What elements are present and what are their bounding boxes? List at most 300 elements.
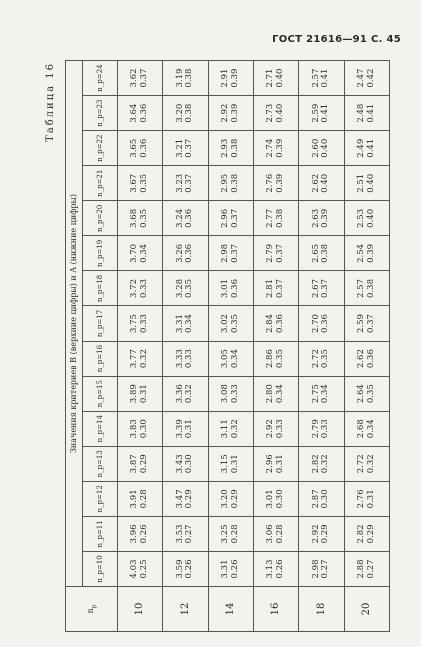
table-cell [208, 236, 253, 271]
criterion-a-value: 0.36 [139, 138, 150, 158]
criterion-b-value: 3.20 [174, 103, 185, 123]
table-cell [163, 446, 208, 481]
criterion-a-value: 0.41 [320, 103, 331, 123]
criterion-b-value: 3.87 [129, 454, 140, 474]
criterion-b-value: 2.59 [310, 103, 321, 123]
criterion-a-value: 0.29 [365, 524, 376, 544]
criterion-b-value: 3.11 [220, 419, 231, 439]
criterion-b-value: 2.92 [220, 103, 231, 123]
criterion-b-value: 3.28 [174, 279, 185, 298]
criterion-b-value: 3.96 [129, 524, 140, 544]
criterion-a-value: 0.30 [275, 489, 286, 509]
criterion-a-value: 0.36 [184, 243, 195, 263]
table-cell [299, 411, 344, 446]
criterion-b-value: 3.01 [220, 279, 231, 298]
table-cell [208, 446, 253, 481]
criterion-a-value: 0.31 [365, 489, 376, 509]
table-cell [344, 376, 389, 411]
column-header: n_p=16 [83, 341, 118, 376]
criterion-a-value: 0.31 [275, 454, 286, 474]
row-label: 14 [208, 587, 253, 632]
criterion-a-value: 0.31 [184, 419, 195, 439]
criterion-b-value: 2.72 [310, 349, 321, 369]
table-cell [299, 236, 344, 271]
criterion-a-value: 0.26 [229, 559, 240, 579]
table-cell [208, 341, 253, 376]
rotated-table-block [45, 60, 390, 632]
criterion-a-value: 0.35 [184, 279, 195, 298]
criterion-b-value: 2.73 [265, 103, 276, 123]
criterion-b-value: 2.96 [220, 208, 231, 228]
criterion-a-value: 0.27 [365, 559, 376, 579]
criterion-a-value: 0.37 [365, 314, 376, 333]
column-header: n_p=19 [83, 236, 118, 271]
criterion-b-value: 2.86 [265, 349, 276, 369]
table-cell [118, 201, 163, 236]
table-cell [163, 551, 208, 586]
criterion-b-value: 2.53 [356, 208, 367, 228]
table-cell [299, 551, 344, 586]
criterion-b-value: 2.65 [310, 243, 321, 263]
table-cell [118, 306, 163, 341]
criterion-b-value: 2.75 [310, 384, 321, 404]
table-cell [208, 96, 253, 131]
table-cell [299, 376, 344, 411]
table-cell [344, 411, 389, 446]
table-cell [344, 131, 389, 166]
table-cell [344, 516, 389, 551]
criterion-b-value: 3.91 [129, 489, 140, 509]
table-cell [118, 61, 163, 96]
row-label: 20 [344, 587, 389, 632]
criterion-b-value: 2.79 [265, 243, 276, 263]
criterion-a-value: 0.29 [184, 489, 195, 509]
criterion-a-value: 0.29 [320, 524, 331, 544]
table-cell [118, 376, 163, 411]
table-row [118, 61, 163, 632]
table-cell [253, 166, 298, 201]
table-cell [253, 481, 298, 516]
table-cell [253, 341, 298, 376]
criterion-a-value: 0.28 [139, 489, 150, 509]
table-cell [299, 271, 344, 306]
table-cell [118, 236, 163, 271]
column-header: n_p=24 [83, 61, 118, 96]
criterion-a-value: 0.29 [229, 489, 240, 509]
criterion-a-value: 0.38 [229, 138, 240, 158]
criterion-a-value: 0.38 [275, 208, 286, 228]
criterion-b-value: 3.24 [174, 208, 185, 228]
criterion-b-value: 2.68 [356, 419, 367, 439]
table-cell [208, 481, 253, 516]
criterion-b-value: 3.43 [174, 454, 185, 474]
criterion-a-value: 0.38 [365, 279, 376, 298]
criterion-a-value: 0.39 [229, 103, 240, 123]
column-header: n_p=10 [83, 551, 118, 586]
table-cell [118, 551, 163, 586]
table-cell [344, 201, 389, 236]
criterion-a-value: 0.37 [275, 243, 286, 263]
table-cell [118, 481, 163, 516]
criterion-b-value: 2.59 [356, 314, 367, 333]
table-cell [208, 516, 253, 551]
criterion-b-value: 2.57 [310, 68, 321, 88]
column-header: n_p=20 [83, 201, 118, 236]
criterion-b-value: 3.25 [220, 524, 231, 544]
criterion-b-value: 2.87 [310, 489, 321, 509]
table-cell [344, 341, 389, 376]
criterion-a-value: 0.34 [320, 384, 331, 404]
table-cell [253, 446, 298, 481]
criterion-a-value: 0.27 [320, 559, 331, 579]
table-cell [253, 131, 298, 166]
table-label: Таблица 16 [45, 62, 56, 142]
criterion-a-value: 0.41 [365, 103, 376, 123]
table-cell [344, 236, 389, 271]
column-header: n_p=14 [83, 411, 118, 446]
table-cell [208, 411, 253, 446]
criterion-b-value: 3.15 [220, 454, 231, 474]
criterion-a-value: 0.35 [139, 173, 150, 193]
criterion-b-value: 3.19 [174, 68, 185, 88]
criterion-b-value: 3.83 [129, 419, 140, 439]
criterion-b-value: 2.77 [265, 208, 276, 228]
table-row [344, 61, 389, 632]
criterion-b-value: 2.88 [356, 559, 367, 579]
criterion-a-value: 0.37 [184, 173, 195, 193]
criterion-b-value: 3.47 [174, 489, 185, 509]
table-cell [118, 516, 163, 551]
criterion-b-value: 3.20 [220, 489, 231, 509]
table-row [299, 61, 344, 632]
criterion-b-value: 2.80 [265, 384, 276, 404]
criterion-b-value: 2.98 [220, 243, 231, 263]
table-cell [163, 481, 208, 516]
criterion-b-value: 3.02 [220, 314, 231, 333]
criterion-b-value: 2.81 [265, 279, 276, 298]
table-cell [253, 516, 298, 551]
criterion-a-value: 0.35 [229, 314, 240, 333]
row-header-text: n [85, 608, 95, 614]
criterion-a-value: 0.38 [184, 68, 195, 88]
criterion-a-value: 0.33 [139, 279, 150, 298]
row-label: 18 [299, 587, 344, 632]
criterion-a-value: 0.34 [275, 384, 286, 404]
criterion-a-value: 0.26 [275, 559, 286, 579]
criterion-b-value: 2.63 [310, 208, 321, 228]
table-cell [344, 551, 389, 586]
column-header: n_p=18 [83, 271, 118, 306]
criterion-a-value: 0.40 [320, 173, 331, 193]
criterion-b-value: 3.26 [174, 243, 185, 263]
criterion-b-value: 3.31 [220, 559, 231, 579]
row-label: 16 [253, 587, 298, 632]
criterion-b-value: 2.51 [356, 173, 367, 193]
criterion-a-value: 0.28 [275, 524, 286, 544]
table-cell [344, 306, 389, 341]
criterion-a-value: 0.32 [184, 384, 195, 404]
table-cell [208, 271, 253, 306]
table-cell [299, 446, 344, 481]
table-cell [208, 201, 253, 236]
criterion-a-value: 0.40 [365, 173, 376, 193]
table-cell [163, 341, 208, 376]
criterion-b-value: 2.76 [356, 489, 367, 509]
table-cell [299, 481, 344, 516]
criterion-b-value: 2.79 [310, 419, 321, 439]
criterion-a-value: 0.27 [184, 524, 195, 544]
table-cell [163, 236, 208, 271]
table-cell [163, 201, 208, 236]
criterion-a-value: 0.28 [229, 524, 240, 544]
criterion-a-value: 0.32 [139, 349, 150, 369]
criterion-b-value: 3.13 [265, 559, 276, 579]
criterion-a-value: 0.37 [184, 138, 195, 158]
table-cell [299, 516, 344, 551]
criterion-b-value: 2.48 [356, 103, 367, 123]
table-cell [299, 131, 344, 166]
criterion-b-value: 2.93 [220, 138, 231, 158]
table-cell [163, 61, 208, 96]
criterion-a-value: 0.39 [275, 173, 286, 193]
table-cell [118, 96, 163, 131]
criterion-b-value: 2.60 [310, 138, 321, 158]
criterion-b-value: 3.65 [129, 138, 140, 158]
criterion-a-value: 0.40 [365, 208, 376, 228]
criterion-a-value: 0.39 [320, 208, 331, 228]
table-cell [253, 61, 298, 96]
column-header: n_p=13 [83, 446, 118, 481]
criterion-a-value: 0.30 [184, 454, 195, 474]
table-caption: Значения критериев B (верхние цифры) и A (нижние цифры) [66, 61, 83, 587]
column-header: n_p=11 [83, 516, 118, 551]
criterion-a-value: 0.31 [229, 454, 240, 474]
table-cell [253, 411, 298, 446]
criterion-b-value: 3.89 [129, 384, 140, 404]
criterion-a-value: 0.32 [365, 454, 376, 474]
criterion-a-value: 0.36 [320, 314, 331, 333]
criterion-b-value: 3.36 [174, 384, 185, 404]
row-label: 10 [118, 587, 163, 632]
criterion-a-value: 0.37 [229, 208, 240, 228]
table-cell [344, 446, 389, 481]
criterion-b-value: 3.39 [174, 419, 185, 439]
criterion-a-value: 0.34 [184, 314, 195, 333]
table-cell [344, 96, 389, 131]
criterion-b-value: 2.84 [265, 314, 276, 333]
table-cell [163, 96, 208, 131]
criterion-a-value: 0.38 [320, 243, 331, 263]
criterion-b-value: 2.82 [356, 524, 367, 544]
criterion-b-value: 2.74 [265, 138, 276, 158]
criterion-a-value: 0.36 [275, 314, 286, 333]
criterion-a-value: 0.40 [275, 103, 286, 123]
criterion-b-value: 3.72 [129, 279, 140, 298]
criterion-a-value: 0.34 [365, 419, 376, 439]
criterion-b-value: 2.62 [356, 349, 367, 369]
criterion-a-value: 0.38 [184, 103, 195, 123]
criterion-b-value: 2.67 [310, 279, 321, 298]
criterion-b-value: 2.98 [310, 559, 321, 579]
criterion-b-value: 2.95 [220, 173, 231, 193]
table-cell [118, 166, 163, 201]
table-row [208, 61, 253, 632]
criterion-b-value: 3.05 [220, 349, 231, 369]
row-header-sub: p [91, 604, 98, 609]
criterion-a-value: 0.33 [139, 314, 150, 333]
criterion-b-value: 3.53 [174, 524, 185, 544]
table-cell [208, 131, 253, 166]
criterion-b-value: 3.68 [129, 208, 140, 228]
column-header: n_p=15 [83, 376, 118, 411]
criterion-b-value: 3.77 [129, 349, 140, 369]
criterion-a-value: 0.37 [139, 68, 150, 88]
criterion-a-value: 0.29 [139, 454, 150, 474]
criterion-a-value: 0.34 [229, 349, 240, 369]
table-cell [163, 516, 208, 551]
criterion-b-value: 2.47 [356, 68, 367, 88]
criterion-b-value: 2.64 [356, 384, 367, 404]
table-cell [118, 411, 163, 446]
criterion-a-value: 0.33 [275, 419, 286, 439]
table-cell [163, 306, 208, 341]
criterion-a-value: 0.30 [139, 419, 150, 439]
criterion-b-value: 3.01 [265, 489, 276, 509]
table-cell [253, 551, 298, 586]
table-cell [118, 131, 163, 166]
criterion-a-value: 0.31 [139, 384, 150, 404]
criterion-b-value: 2.62 [310, 173, 321, 193]
criterion-b-value: 3.08 [220, 384, 231, 404]
criterion-a-value: 0.35 [275, 349, 286, 369]
column-header: n_p=21 [83, 166, 118, 201]
table-cell [208, 306, 253, 341]
criterion-b-value: 2.96 [265, 454, 276, 474]
table-cell [344, 271, 389, 306]
table-cell [163, 271, 208, 306]
criterion-a-value: 0.39 [229, 68, 240, 88]
criterion-a-value: 0.37 [229, 243, 240, 263]
table-cell [344, 166, 389, 201]
criterion-a-value: 0.39 [275, 138, 286, 158]
page-header: ГОСТ 21616—91 С. 45 [272, 34, 401, 45]
criterion-a-value: 0.35 [320, 349, 331, 369]
criterion-b-value: 2.54 [356, 243, 367, 263]
criterion-a-value: 0.38 [229, 173, 240, 193]
criterion-a-value: 0.26 [184, 559, 195, 579]
table-cell [253, 271, 298, 306]
table-cell [253, 376, 298, 411]
table-cell [118, 446, 163, 481]
criterion-b-value: 3.33 [174, 349, 185, 369]
criterion-b-value: 2.72 [356, 454, 367, 474]
table-cell [118, 271, 163, 306]
column-header: n_p=22 [83, 131, 118, 166]
criterion-b-value: 2.92 [310, 524, 321, 544]
criterion-a-value: 0.41 [365, 138, 376, 158]
criterion-a-value: 0.34 [139, 243, 150, 263]
table-cell [344, 61, 389, 96]
row-label: 12 [163, 587, 208, 632]
table-cell [253, 201, 298, 236]
table-cell [163, 131, 208, 166]
criterion-a-value: 0.36 [184, 208, 195, 228]
criterion-a-value: 0.36 [229, 279, 240, 298]
criterion-a-value: 0.33 [229, 384, 240, 404]
criterion-b-value: 3.67 [129, 173, 140, 193]
criterion-b-value: 2.57 [356, 279, 367, 298]
criterion-a-value: 0.39 [365, 243, 376, 263]
column-header: n_p=23 [83, 96, 118, 131]
criterion-a-value: 0.40 [275, 68, 286, 88]
table-cell [344, 481, 389, 516]
criterion-b-value: 3.70 [129, 243, 140, 263]
criterion-a-value: 0.42 [365, 68, 376, 88]
criterion-b-value: 3.21 [174, 138, 185, 158]
table-cell [163, 376, 208, 411]
criterion-b-value: 2.70 [310, 314, 321, 333]
criterion-b-value: 3.31 [174, 314, 185, 333]
criterion-a-value: 0.41 [320, 68, 331, 88]
criterion-a-value: 0.35 [139, 208, 150, 228]
criterion-b-value: 2.49 [356, 138, 367, 158]
table-cell [299, 201, 344, 236]
table-cell [163, 411, 208, 446]
table-cell [208, 61, 253, 96]
criterion-a-value: 0.32 [229, 419, 240, 439]
criterion-a-value: 0.30 [320, 489, 331, 509]
criterion-b-value: 2.76 [265, 173, 276, 193]
table-cell [253, 236, 298, 271]
criterion-b-value: 3.64 [129, 103, 140, 123]
criterion-a-value: 0.37 [275, 279, 286, 298]
table-row [253, 61, 298, 632]
criterion-a-value: 0.26 [139, 524, 150, 544]
criterion-b-value: 4.03 [129, 559, 140, 579]
criterion-a-value: 0.25 [139, 559, 150, 579]
column-header: n_p=17 [83, 306, 118, 341]
table-cell [208, 376, 253, 411]
table-cell [253, 306, 298, 341]
table-cell [163, 166, 208, 201]
table-cell [118, 341, 163, 376]
table-cell [208, 551, 253, 586]
criterion-a-value: 0.36 [139, 103, 150, 123]
criterion-a-value: 0.40 [320, 138, 331, 158]
table-row [163, 61, 208, 632]
criterion-a-value: 0.36 [365, 349, 376, 369]
criterion-a-value: 0.32 [320, 454, 331, 474]
table-cell [208, 166, 253, 201]
table-cell [299, 306, 344, 341]
criteria-table [65, 60, 390, 632]
criterion-b-value: 2.82 [310, 454, 321, 474]
criterion-b-value: 3.75 [129, 314, 140, 333]
row-header [66, 587, 118, 632]
table-cell [299, 341, 344, 376]
criterion-b-value: 3.62 [129, 68, 140, 88]
criterion-b-value: 3.59 [174, 559, 185, 579]
criterion-b-value: 2.71 [265, 68, 276, 88]
table-cell [299, 96, 344, 131]
table-cell [299, 166, 344, 201]
criterion-a-value: 0.33 [184, 349, 195, 369]
criterion-a-value: 0.37 [320, 279, 331, 298]
criterion-b-value: 2.92 [265, 419, 276, 439]
table-cell [299, 61, 344, 96]
criterion-a-value: 0.33 [320, 419, 331, 439]
column-header: n_p=12 [83, 481, 118, 516]
